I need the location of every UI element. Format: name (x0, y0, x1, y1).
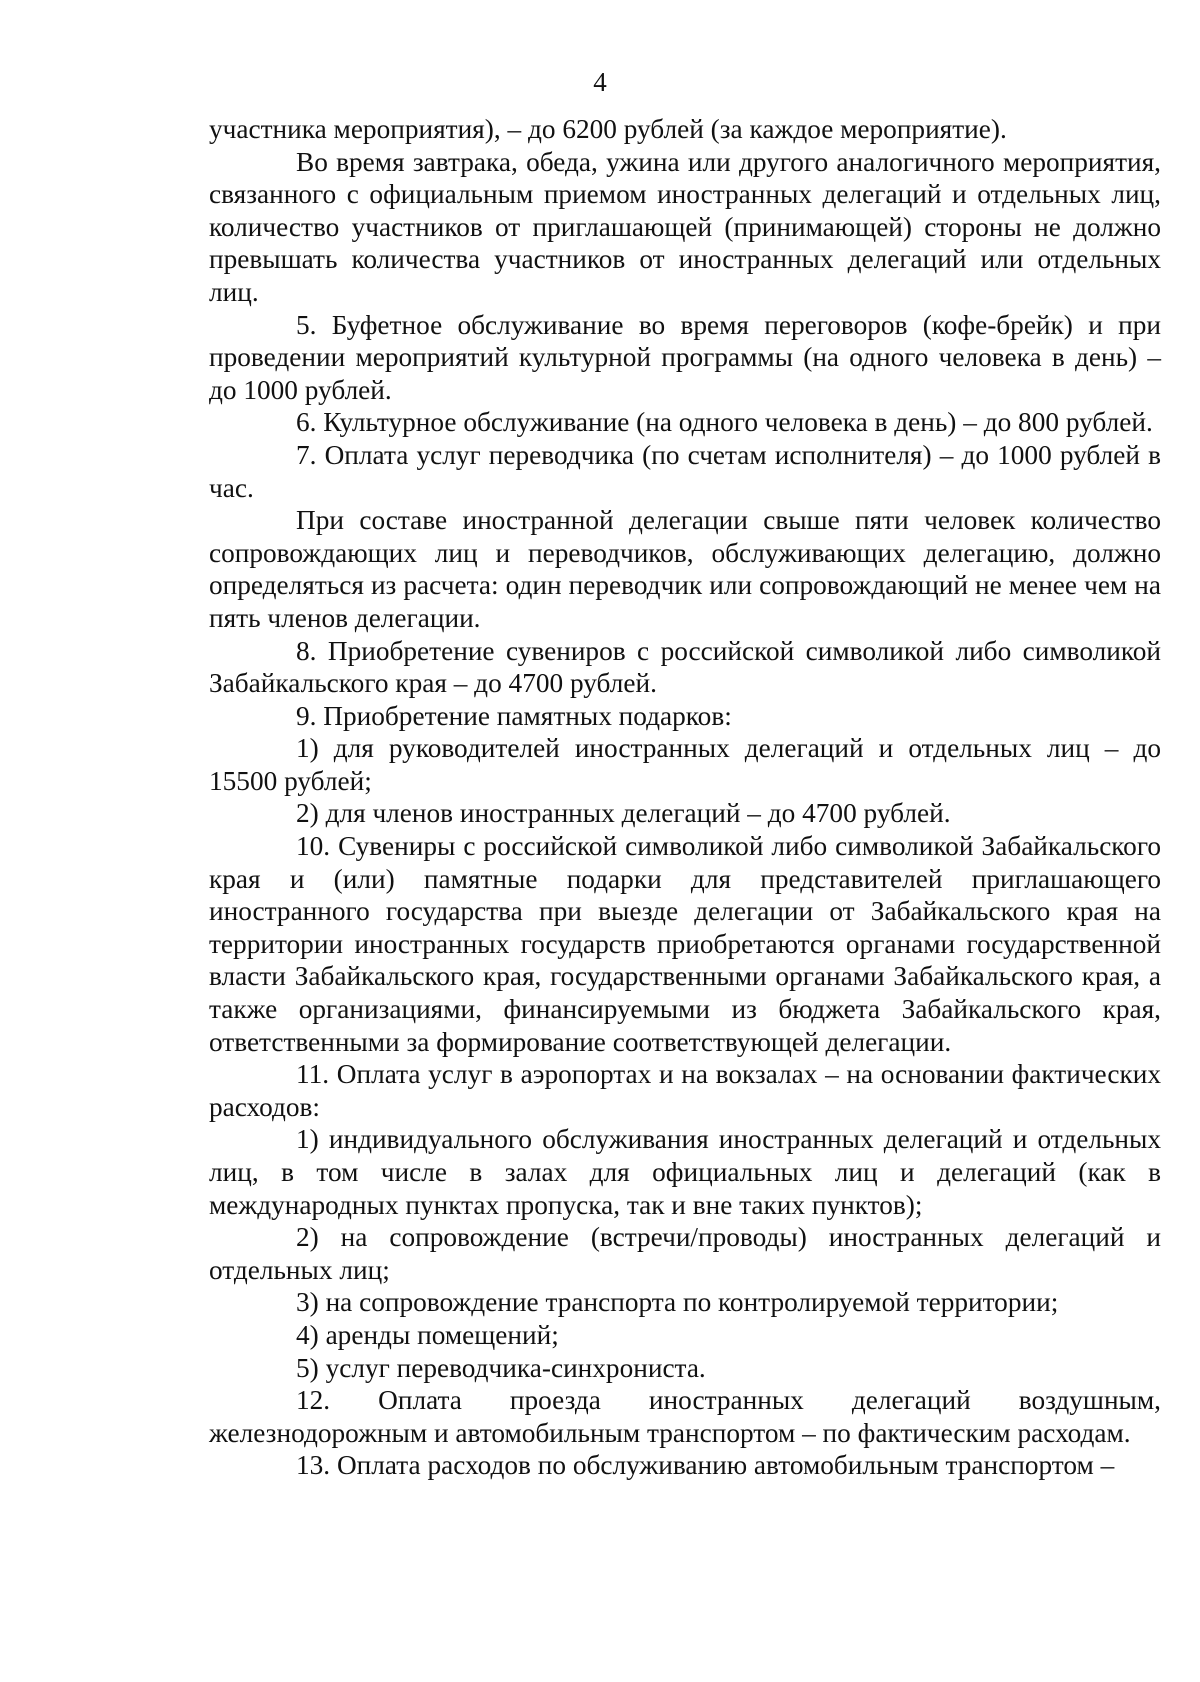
subitem-11-4: 4) аренды помещений; (296, 1319, 559, 1350)
paragraph-item-11: 11. Оплата услуг в аэропортах и на вокзалах – на основании фактических расходов: (209, 1059, 1161, 1122)
subitem-11-5: 5) услуг переводчика-синхрониста. (296, 1352, 706, 1383)
paragraph-item-6: 6. Культурное обслуживание (на одного человека в день) – до 800 рублей. (296, 407, 1153, 438)
subitem-11-1: 1) индивидуального обслуживания иностранных делегаций и отдельных лиц, в том числе в залах для официальных лиц и делегаций (как в международных пунктах пропуска, так и вне таких пунктов); (209, 1124, 1161, 1220)
paragraph-item-13: 13. Оплата расходов по обслуживанию автомобильным транспортом – (296, 1450, 1115, 1481)
paragraph-item-5: 5. Буфетное обслуживание во время переговоров (кофе-брейк) и при проведении мероприятий культурной программы (на одного человека в день) – до 1000 рублей. (209, 309, 1161, 405)
document-body (209, 113, 1161, 1482)
page-number: 4 (593, 67, 607, 97)
paragraph-item-7: 7. Оплата услуг переводчика (по счетам исполнителя) – до 1000 рублей в час. (209, 439, 1161, 503)
paragraph-item-9: 9. Приобретение памятных подарков: (296, 700, 732, 731)
subitem-11-3: 3) на сопровождение транспорта по контролируемой территории; (296, 1287, 1059, 1318)
paragraph-item-8: 8. Приобретение сувениров с российской символикой либо символикой Забайкальского края – до 4700 рублей. (209, 635, 1161, 699)
subitem-11-2: 2) на сопровождение (встречи/проводы) иностранных делегаций и отдельных лиц; (209, 1222, 1161, 1285)
paragraph: участника мероприятия), – до 6200 рублей (за каждое мероприятие). (209, 114, 1007, 144)
subitem-9-1: 1) для руководителей иностранных делегаций и отдельных лиц – до 15500 рублей; (209, 733, 1161, 796)
paragraph: Во время завтрака, обеда, ужина или другого аналогичного мероприятия, связанного с официальным приемом иностранных делегаций и отдельных лиц, количество участников от приглашающей (принимающей) стороны не должно превышать количества участников от иностранных делегаций или отдельных лиц. (209, 146, 1161, 307)
paragraph-item-10: 10. Сувениры с российской символикой либо символикой Забайкальского края и (или) памятные подарки для представителей приглашающего иностранного государства при выезде делегации от Забайкальского края на территории иностранных государств приобретаются органами государственной власти Забайкальского края, государственными органами Забайкальского края, а также организациями, финансируемыми из бюджета Забайкальского края, ответственными за формирование соответствующей делегации. (209, 831, 1161, 1057)
subitem-9-2: 2) для членов иностранных делегаций – до 4700 рублей. (296, 798, 951, 829)
paragraph: При составе иностранной делегации свыше пяти человек количество сопровождающих лиц и переводчиков, обслуживающих делегацию, должно определяться из расчета: один переводчик или сопровождающий не менее чем на пять членов делегации. (209, 505, 1161, 633)
paragraph-item-12: 12. Оплата проезда иностранных делегаций воздушным, железнодорожным и автомобильным транспортом – по фактическим расходам. (209, 1385, 1161, 1448)
